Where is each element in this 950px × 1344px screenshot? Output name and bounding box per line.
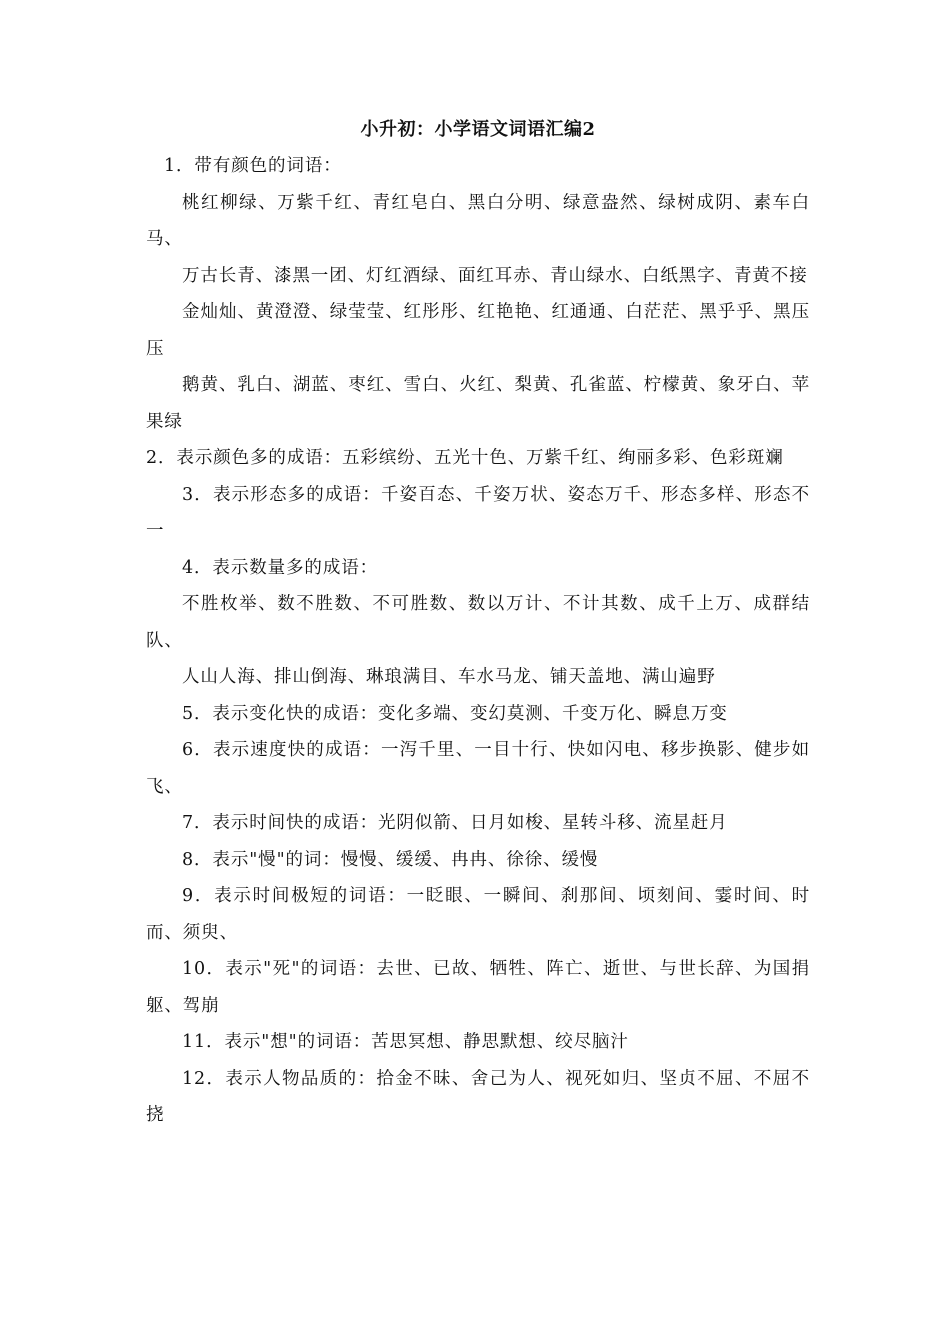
document-page	[146, 112, 810, 1134]
paragraph: 2．表示颜色多的成语：五彩缤纷、五光十色、万紫千红、绚丽多彩、色彩斑斓	[146, 448, 784, 468]
paragraph: 10．表示"死"的词语：去世、已故、牺牲、阵亡、逝世、与世长辞、为国捐躯、驾崩	[146, 959, 810, 1016]
paragraph: 金灿灿、黄澄澄、绿莹莹、红彤彤、红艳艳、红通通、白茫茫、黑乎乎、黑压压	[146, 302, 810, 359]
paragraph: 万古长青、漆黑一团、灯红酒绿、面红耳赤、青山绿水、白纸黑字、青黄不接	[182, 265, 808, 286]
document-body	[146, 148, 810, 1134]
document-title: 小升初：小学语文词语汇编2	[360, 119, 596, 140]
paragraph: 5．表示变化快的成语：变化多端、变幻莫测、千变万化、瞬息万变	[182, 703, 728, 724]
paragraph: 12．表示人物品质的：拾金不昧、舍己为人、视死如归、坚贞不屈、不屈不挠	[146, 1068, 810, 1125]
paragraph: 11．表示"想"的词语：苦思冥想、静思默想、绞尽脑汁	[182, 1032, 629, 1052]
paragraph: 7．表示时间快的成语：光阴似箭、日月如梭、星转斗移、流星赶月	[182, 813, 728, 833]
paragraph: 鹅黄、乳白、湖蓝、枣红、雪白、火红、梨黄、孔雀蓝、柠檬黄、象牙白、苹果绿	[146, 375, 810, 432]
paragraph: 不胜枚举、数不胜数、不可胜数、数以万计、不计其数、成千上万、成群结队、	[146, 594, 810, 651]
paragraph: 6．表示速度快的成语：一泻千里、一目十行、快如闪电、移步换影、健步如飞、	[146, 740, 810, 797]
paragraph: 1．带有颜色的词语：	[164, 156, 342, 176]
paragraph: 4．表示数量多的成语：	[182, 557, 379, 578]
paragraph: 8．表示"慢"的词：慢慢、缓缓、冉冉、徐徐、缓慢	[182, 849, 599, 870]
paragraph: 桃红柳绿、万紫千红、青红皂白、黑白分明、绿意盎然、绿树成阴、素车白马、	[146, 192, 810, 249]
paragraph: 9．表示时间极短的词语：一眨眼、一瞬间、刹那间、顷刻间、霎时间、时而、须臾、	[146, 886, 810, 943]
paragraph: 3．表示形态多的成语：千姿百态、千姿万状、姿态万千、形态多样、形态不一	[146, 484, 810, 541]
paragraph: 人山人海、排山倒海、琳琅满目、车水马龙、铺天盖地、满山遍野	[182, 667, 716, 687]
